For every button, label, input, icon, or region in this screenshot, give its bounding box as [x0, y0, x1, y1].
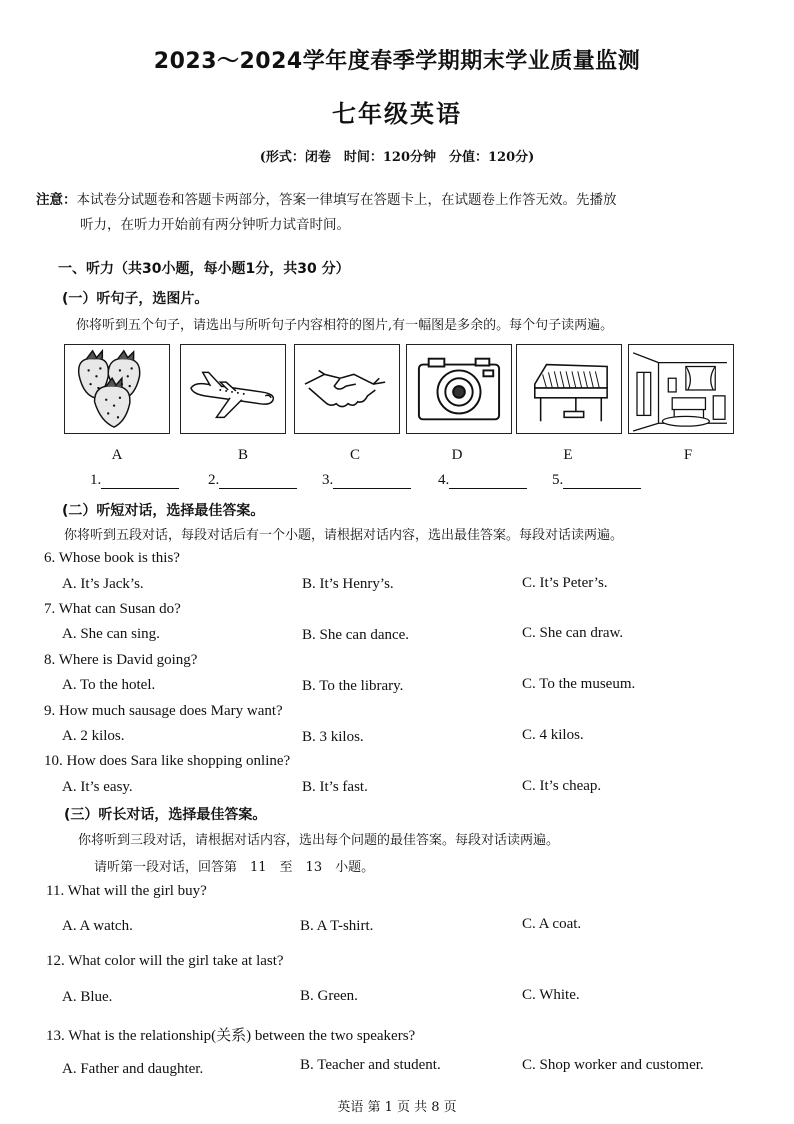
q9-option-b[interactable]: B. 3 kilos. — [302, 729, 364, 745]
q12-option-c[interactable]: C. White. — [522, 987, 580, 1003]
q6-option-c[interactable]: C. It’s Peter’s. — [522, 575, 608, 591]
q10-option-a[interactable]: A. It’s easy. — [62, 779, 133, 795]
q9-option-c[interactable]: C. 4 kilos. — [522, 727, 584, 743]
q13-option-a[interactable]: A. Father and daughter. — [62, 1061, 204, 1077]
picture-f — [628, 344, 734, 434]
question-6: 6. Whose book is this? — [44, 550, 180, 566]
answer-blank-5[interactable] — [552, 472, 641, 489]
answer-blank-1[interactable] — [90, 472, 179, 489]
section1-heading: (一）听句子，选图片。 — [62, 291, 209, 307]
q7-option-c[interactable]: C. She can draw. — [522, 625, 624, 641]
picture-d — [406, 344, 512, 434]
q11-option-b[interactable]: B. A T-shirt. — [300, 918, 374, 934]
q13-option-c[interactable]: C. Shop worker and customer. — [522, 1057, 704, 1073]
picture-label-d: D — [451, 447, 463, 463]
question-8: 8. Where is David going? — [44, 652, 198, 668]
blank-number: 2. — [208, 472, 220, 488]
blank-number: 5. — [552, 472, 564, 488]
picture-label-b: B — [237, 447, 248, 463]
picture-a — [64, 344, 170, 434]
q8-option-c[interactable]: C. To the museum. — [522, 676, 636, 692]
question-13: 13. What is the relationship(关系) between the two speakers? — [46, 1028, 416, 1044]
section1-instruction: 你将听到五个句子，请选出与所听句子内容相符的图片,有一幅图是多余的。每个句子读两遍。 — [76, 318, 614, 333]
handshake-icon — [295, 345, 399, 433]
picture-label-e: E — [563, 447, 573, 463]
question-12: 12. What color will the girl take at last? — [46, 953, 284, 969]
notice-text-1: 本试卷分试题卷和答题卡两部分，答案一律填写在答题卡上，在试题卷上作答无效。先播放 — [76, 192, 617, 208]
blank-line[interactable] — [219, 474, 297, 489]
notice-line-1 — [36, 188, 617, 208]
answer-blank-2[interactable] — [208, 472, 297, 489]
q12-option-b[interactable]: B. Green. — [300, 988, 358, 1004]
q11-option-c[interactable]: C. A coat. — [522, 916, 582, 932]
blank-line[interactable] — [333, 474, 411, 489]
question-7: 7. What can Susan do? — [44, 601, 181, 617]
q11-option-a[interactable]: A. A watch. — [62, 918, 133, 934]
notice-label: 注意： — [36, 192, 77, 208]
picture-c — [294, 344, 400, 434]
airplane-icon — [181, 345, 285, 433]
picture-label-c: C — [349, 447, 360, 463]
blank-line[interactable] — [101, 474, 179, 489]
q10-option-b[interactable]: B. It’s fast. — [302, 779, 368, 795]
camera-icon — [407, 345, 511, 433]
q8-option-b[interactable]: B. To the library. — [302, 678, 404, 694]
exam-subtitle: 七年级英语 — [332, 100, 462, 128]
section3-instruction: 你将听到三段对话，请根据对话内容，选出每个问题的最佳答案。每段对话读两遍。 — [78, 833, 560, 848]
section3-heading: (三）听长对话，选择最佳答案。 — [64, 807, 267, 823]
question-10: 10. How does Sara like shopping online? — [44, 753, 291, 769]
picture-label-a: A — [111, 447, 123, 463]
question-9: 9. How much sausage does Mary want? — [44, 703, 283, 719]
section3-sub-instruction: 请听第一段对话，回答第 11 至 13 小题。 — [94, 860, 375, 875]
notice-line-2: 听力，在听力开始前有两分钟听力试音时间。 — [80, 217, 350, 233]
blank-number: 3. — [322, 472, 334, 488]
picture-label-f: F — [683, 447, 693, 463]
q6-option-b[interactable]: B. It’s Henry’s. — [302, 576, 394, 592]
page-footer: 英语 第 1 页 共 8 页 — [337, 1100, 457, 1115]
q6-option-a[interactable]: A. It’s Jack’s. — [62, 576, 144, 592]
exam-meta: (形式：闭卷 时间：120分钟 分值：120分) — [259, 150, 535, 165]
question-11: 11. What will the girl buy? — [46, 883, 207, 899]
blank-line[interactable] — [449, 474, 527, 489]
blank-number: 1. — [90, 472, 102, 488]
q12-option-a[interactable]: A. Blue. — [62, 989, 113, 1005]
q7-option-a[interactable]: A. She can sing. — [62, 626, 160, 642]
room-icon — [629, 345, 733, 433]
part1-heading: 一、听力（共30小题，每小题1分，共30 分） — [58, 261, 350, 277]
piano-icon — [517, 345, 621, 433]
exam-title: 2023～2024学年度春季学期期末学业质量监测 — [153, 49, 641, 74]
blank-number: 4. — [438, 472, 450, 488]
picture-e — [516, 344, 622, 434]
q10-option-c[interactable]: C. It’s cheap. — [522, 778, 602, 794]
q8-option-a[interactable]: A. To the hotel. — [62, 677, 156, 693]
section2-instruction: 你将听到五段对话，每段对话后有一个小题，请根据对话内容，选出最佳答案。每段对话读两遍。 — [64, 528, 624, 543]
q7-option-b[interactable]: B. She can dance. — [302, 627, 410, 643]
q9-option-a[interactable]: A. 2 kilos. — [62, 728, 125, 744]
blank-line[interactable] — [563, 474, 641, 489]
answer-blank-3[interactable] — [322, 472, 411, 489]
strawberries-icon — [65, 345, 169, 433]
picture-b — [180, 344, 286, 434]
section2-heading: (二）听短对话，选择最佳答案。 — [62, 503, 265, 519]
q13-option-b[interactable]: B. Teacher and student. — [300, 1057, 441, 1073]
answer-blank-4[interactable] — [438, 472, 527, 489]
